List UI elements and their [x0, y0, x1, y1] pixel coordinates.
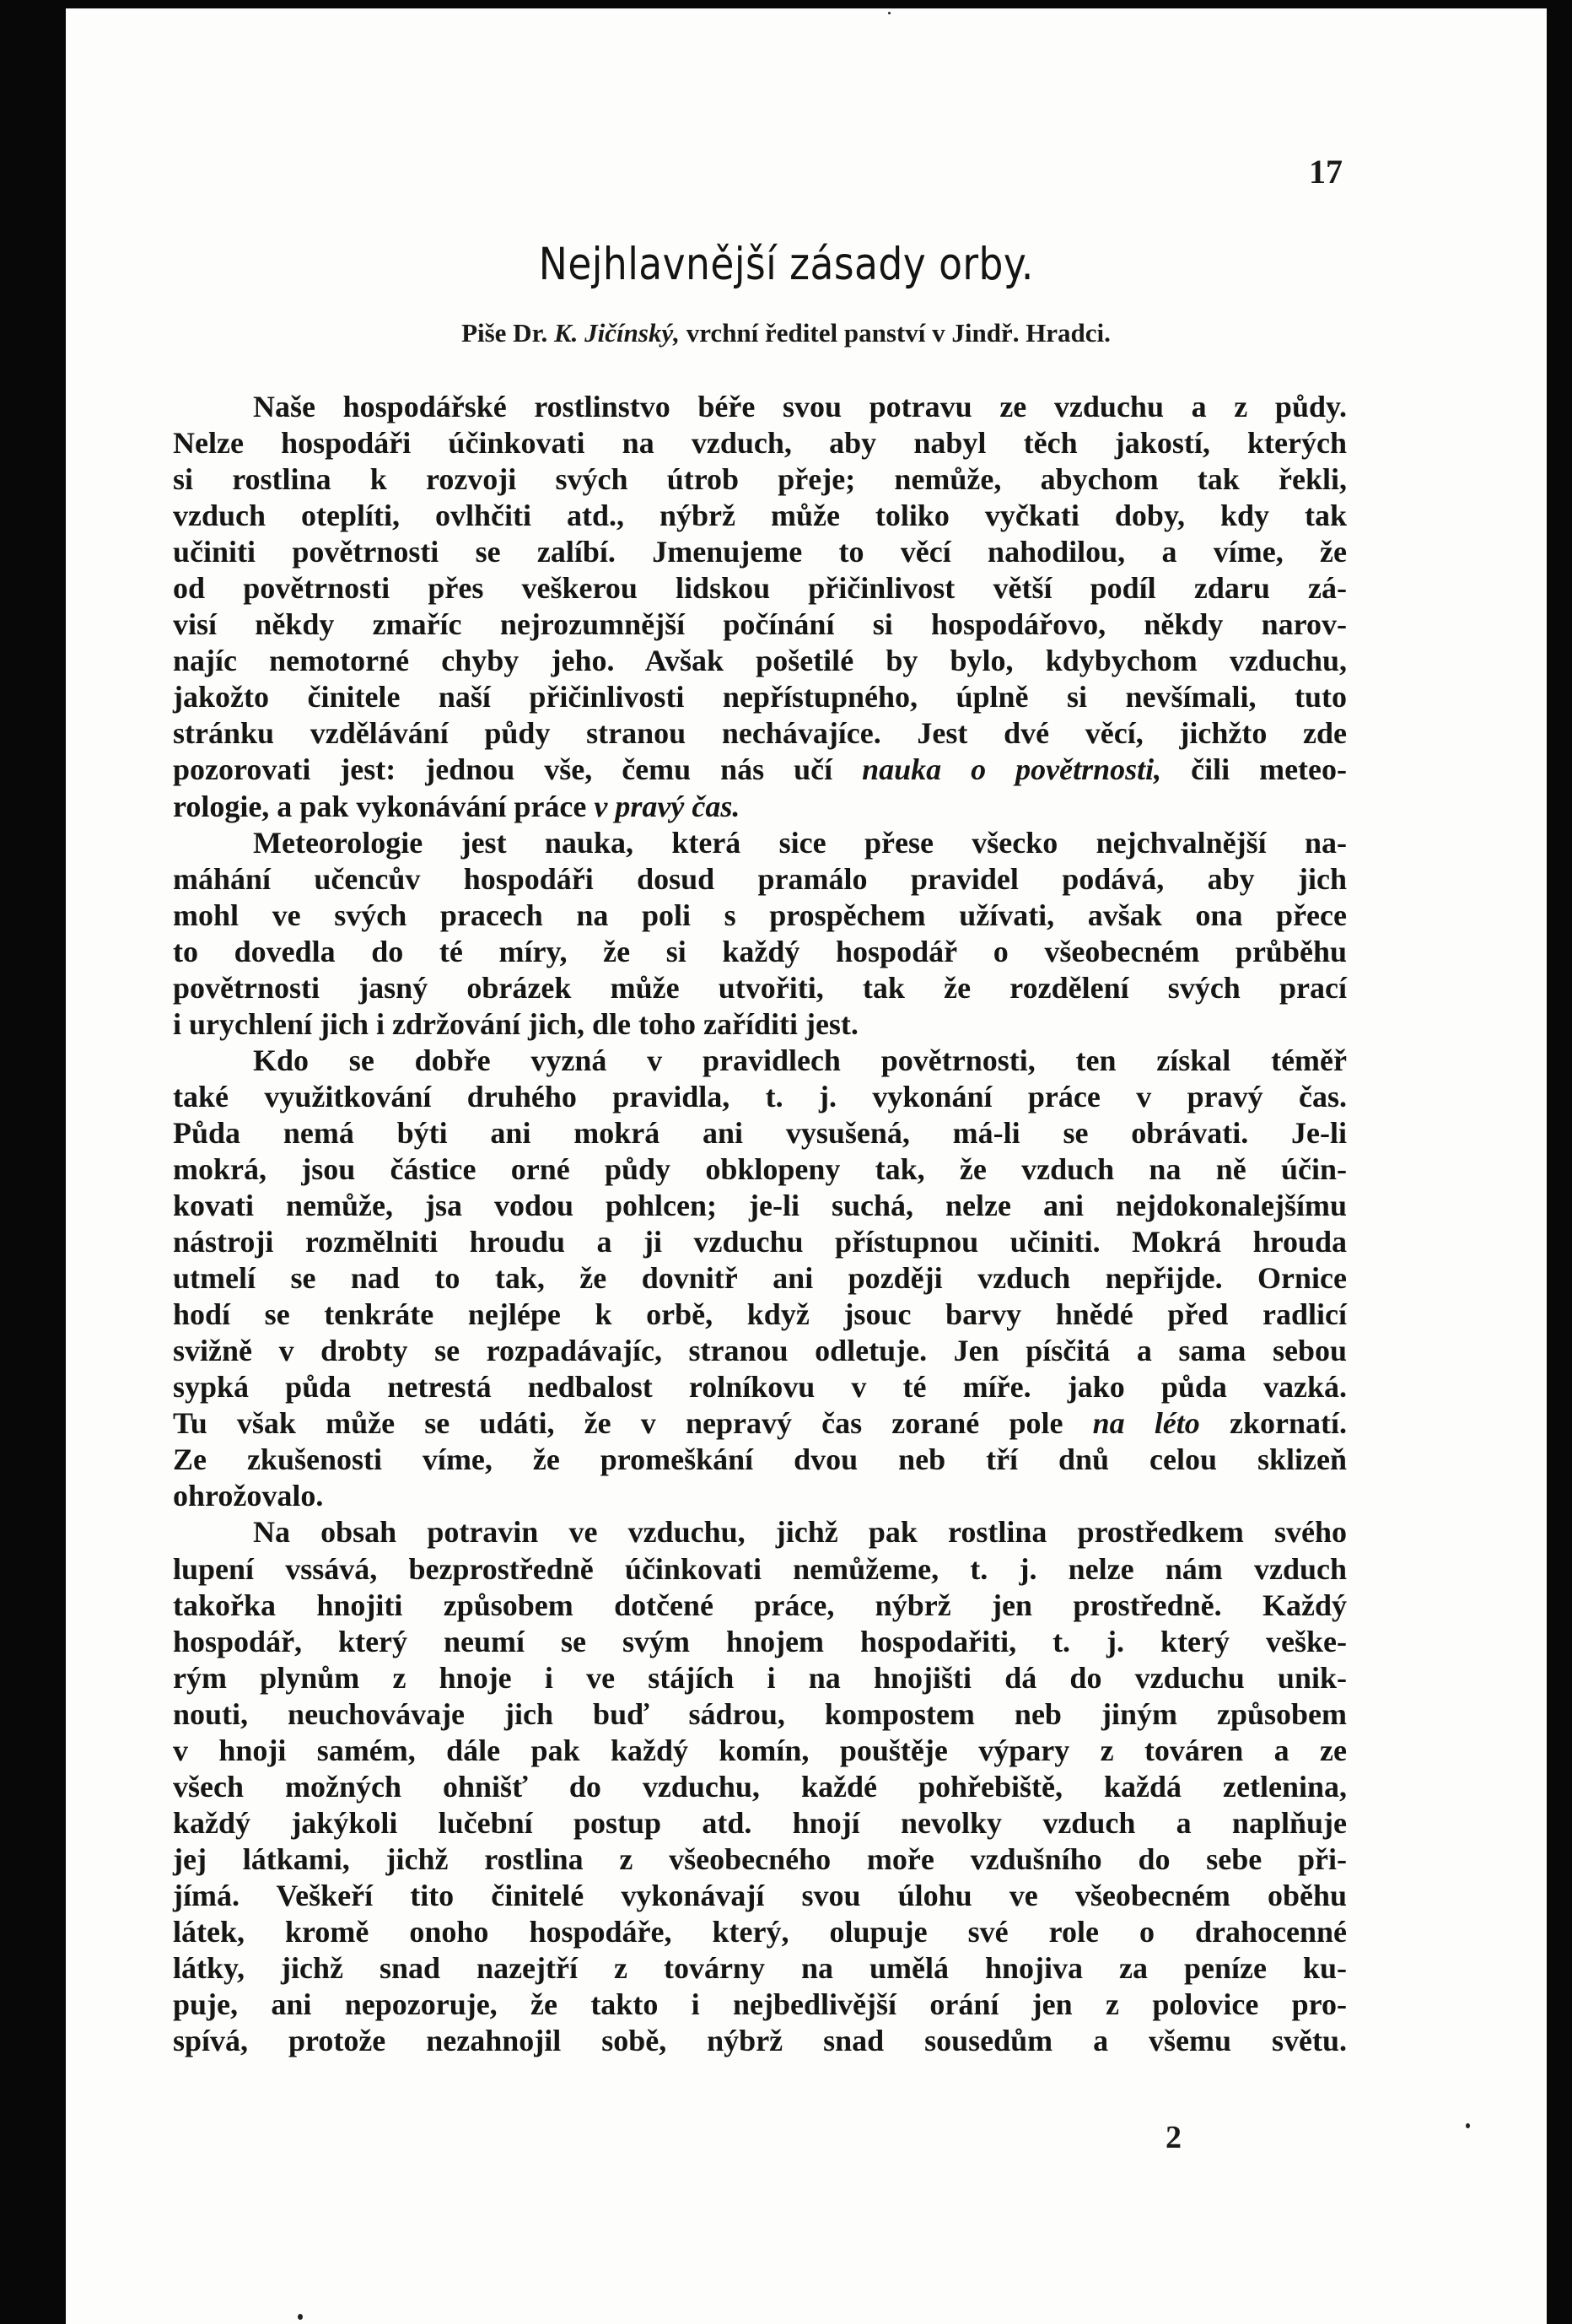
text-line: máhání učencův hospodáři dosud pramálo pravidel podává, aby jich: [173, 861, 1347, 896]
text-line: hodí se tenkráte nejlépe k orbě, když jsouc barvy hnědé před radlicí: [173, 1297, 1347, 1332]
text-line: jakožto činitele naší přičinlivosti nepřístupného, úplně si nevšímali, tuto: [173, 680, 1347, 714]
text-line: si rostlina k rozvoji svých útrob přeje; nemůže, abychom tak řekli,: [173, 462, 1347, 497]
text-line: mohl ve svých pracech na poli s prospěchem užívati, avšak ona přece: [173, 898, 1347, 932]
scan-border-right: [1547, 0, 1572, 2324]
text-line: povětrnosti jasný obrázek může utvořiti, tak že rozdělení svých prací: [173, 970, 1347, 1005]
text-line: látek, kromě onoho hospodáře, který, olupuje své role o drahocenné: [173, 1914, 1347, 1949]
text-line: Ze zkušenosti víme, že promeškání dvou neb tří dnů celou sklizeň: [173, 1442, 1347, 1477]
text-line: Půda nemá býti ani mokrá ani vysušená, má-li se obrávati. Je-li: [173, 1115, 1347, 1150]
page-number: 17: [1309, 153, 1343, 191]
text-line: sypká půda netrestá nedbalost rolníkovu v té míře. jako půda vazká.: [173, 1370, 1347, 1405]
text-line: to dovedla do té míry, že si každý hospodář o všeobecném průběhu: [173, 934, 1347, 968]
text-line: visí někdy zmaříc nejrozumnější počínání si hospodářovo, někdy narov-: [173, 607, 1347, 642]
byline-author: K. Jičínský,: [554, 318, 680, 348]
byline-prefix: Piše Dr.: [461, 318, 548, 348]
text-line: rologie, a pak vykonávání práce v pravý čas.: [173, 789, 740, 823]
text-line: učiniti povětrnosti se zalíbí. Jmenujeme to věcí nahodilou, a víme, že: [173, 535, 1347, 569]
signature-mark: 2: [1166, 2120, 1182, 2155]
text-line: i urychlení jich i zdržování jich, dle toho zaříditi jest.: [173, 1006, 859, 1041]
text-line: rým plynům z hnoje i ve stájích i na hnojišti dá do vzduchu unik-: [173, 1660, 1347, 1695]
print-speck: [888, 12, 891, 14]
text-line: všech možných ohnišť do vzduchu, každé pohřebiště, každá zetlenina,: [173, 1769, 1347, 1804]
text-line: lupení vssává, bezprostředně účinkovati nemůžeme, t. j. nelze nám vzduch: [173, 1551, 1347, 1586]
text-line: každý jakýkoli lučební postup atd. hnojí nevolky vzduch a naplňuje: [173, 1805, 1347, 1840]
text-line: také využitkování druhého pravidla, t. j. vykonání práce v pravý čas.: [173, 1079, 1347, 1113]
text-line: takořka hnojiti způsobem dotčené práce, nýbrž jen prostředně. Každý: [173, 1588, 1347, 1622]
print-speck: [1466, 2123, 1470, 2128]
text-line: Na obsah potravin ve vzduchu, jichž pak rostlina prostředkem svého: [253, 1515, 1347, 1550]
text-line: spívá, protože nezahnojil sobě, nýbrž snad sousedům a všemu světu.: [173, 2024, 1347, 2058]
emphasized-phrase: nauka o povětrnosti,: [862, 752, 1162, 787]
text-line: nouti, neuchovávaje jich buď sádrou, kompostem neb jiným způsobem: [173, 1696, 1347, 1731]
text-line: Kdo se dobře vyzná v pravidlech povětrnosti, ten získal téměř: [253, 1043, 1347, 1077]
text-line: Nelze hospodáři účinkovati na vzduch, aby nabyl těch jakostí, kterých: [173, 426, 1347, 461]
scan-border-top: [0, 0, 1572, 8]
text-line: najíc nemotorné chyby jeho. Avšak pošetilé by bylo, kdybychom vzduchu,: [173, 644, 1347, 678]
article-body: [173, 389, 1347, 2059]
byline-position: vrchní ředitel panství v Jindř. Hradci.: [686, 318, 1111, 348]
text-line: pozorovati jest: jednou vše, čemu nás učí nauka o povětrnosti, čili meteo-: [173, 752, 1348, 787]
text-line: nástroji rozmělniti hroudu a ji vzduchu přístupnou učiniti. Mokrá hrouda: [173, 1225, 1347, 1259]
article-title: Nejhlavnější zásady orby.: [538, 239, 1034, 290]
text-line: od povětrnosti přes veškerou lidskou přičinlivost větší podíl zdaru zá-: [173, 571, 1347, 606]
text-line: látky, jichž snad nazejtří z továrny na umělá hnojiva za peníze ku-: [173, 1951, 1347, 1986]
text-line: svižně v drobty se rozpadávajíc, stranou odletuje. Jen písčitá a sama sebou: [173, 1334, 1347, 1368]
text-line: jej látkami, jichž rostlina z všeobecného moře vzdušního do sebe při-: [173, 1841, 1347, 1876]
text-line: jímá. Veškeří tito činitelé vykonávají svou úlohu ve všeobecném oběhu: [173, 1878, 1347, 1912]
text-line: v hnoji samém, dále pak každý komín, pouštěje výpary z továren a ze: [173, 1733, 1347, 1767]
emphasized-phrase: v pravý čas.: [594, 789, 740, 823]
text-line: puje, ani nepozoruje, že takto i nejbedlivější orání jen z polovice pro-: [173, 1987, 1347, 2022]
text-line: hospodář, který neumí se svým hnojem hospodařiti, t. j. který veške-: [173, 1624, 1347, 1658]
text-line: kovati nemůže, jsa vodou pohlcen; je-li suchá, nelze ani nejdokonalejšímu: [173, 1189, 1347, 1223]
emphasized-phrase: na léto: [1092, 1406, 1200, 1441]
text-line: vzduch oteplíti, ovlhčiti atd., nýbrž může toliko vyčkati doby, kdy tak: [173, 499, 1347, 533]
text-line: utmelí se nad to tak, že dovnitř ani později vzduch nepřijde. Ornice: [173, 1261, 1347, 1296]
text-line: mokrá, jsou částice orné půdy obklopeny tak, že vzduch na ně účin-: [173, 1151, 1347, 1186]
scan-border-left: [0, 0, 66, 2324]
print-speck: [298, 2314, 303, 2320]
text-line: Tu však může se udáti, že v nepravý čas zorané pole na léto zkornatí.: [173, 1406, 1347, 1441]
text-line: Naše hospodářské rostlinstvo béře svou potravu ze vzduchu a z půdy.: [253, 390, 1347, 423]
text-line: ohrožovalo.: [173, 1479, 324, 1513]
text-line: stránku vzdělávání půdy stranou nechávajíce. Jest dvé věcí, jichžto zde: [173, 716, 1347, 751]
text-line: Meteorologie jest nauka, která sice přese všecko nejchvalnější na-: [253, 825, 1347, 860]
byline: [0, 318, 1572, 348]
